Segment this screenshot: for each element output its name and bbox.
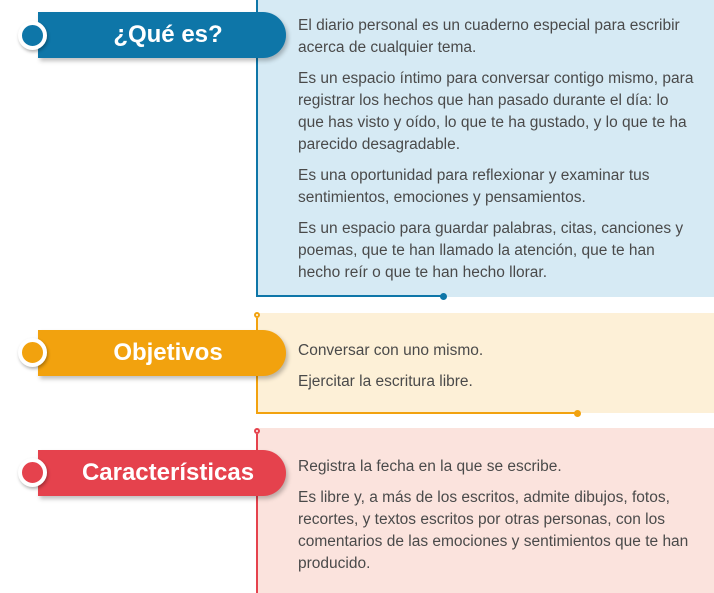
que-es-panel xyxy=(256,0,714,297)
caracteristicas-bullet xyxy=(18,458,47,487)
que-es-paragraph: Es una oportunidad para reflexionar y examinar tus sentimientos, emociones y pensamientos. xyxy=(298,167,650,206)
caracteristicas-paragraph: Registra la fecha en la que se escribe. xyxy=(298,458,562,475)
que-es-paragraph: Es un espacio íntimo para conversar contigo mismo, para registrar los hechos que han pasado durante el día: lo que has visto y oído, lo que te ha gustado, y lo que te ha parecido desagradable. xyxy=(298,70,694,153)
que-es-bullet xyxy=(18,21,47,50)
que-es-paragraph: El diario personal es un cuaderno especial para escribir acerca de cualquier tema. xyxy=(298,17,680,56)
que-es-title: ¿Qué es? xyxy=(38,12,286,58)
objetivos-end-dot xyxy=(574,410,581,417)
objetivos-title: Objetivos xyxy=(38,330,286,376)
que-es-paragraph: Es un espacio para guardar palabras, citas, canciones y poemas, que te han llamado la atención, que te han hecho reír o que te han hecho llorar. xyxy=(298,220,684,281)
caracteristicas-panel xyxy=(256,428,714,593)
objetivos-paragraph: Ejercitar la escritura libre. xyxy=(298,373,473,390)
que-es-end-dot xyxy=(440,293,447,300)
objetivos-panel xyxy=(256,313,714,413)
objetivos-underline xyxy=(256,412,578,414)
objetivos-bullet xyxy=(18,338,47,367)
caracteristicas-top-ring xyxy=(254,428,260,434)
caracteristicas-paragraph: Es libre y, a más de los escritos, admite dibujos, fotos, recortes, y textos escritos por otras personas, con los comentarios de las emociones y sentimientos que te han producido. xyxy=(298,489,689,572)
objetivos-paragraph: Conversar con uno mismo. xyxy=(298,342,484,359)
objetivos-top-ring xyxy=(254,312,260,318)
que-es-underline xyxy=(256,295,444,297)
caracteristicas-title: Características xyxy=(38,450,286,496)
